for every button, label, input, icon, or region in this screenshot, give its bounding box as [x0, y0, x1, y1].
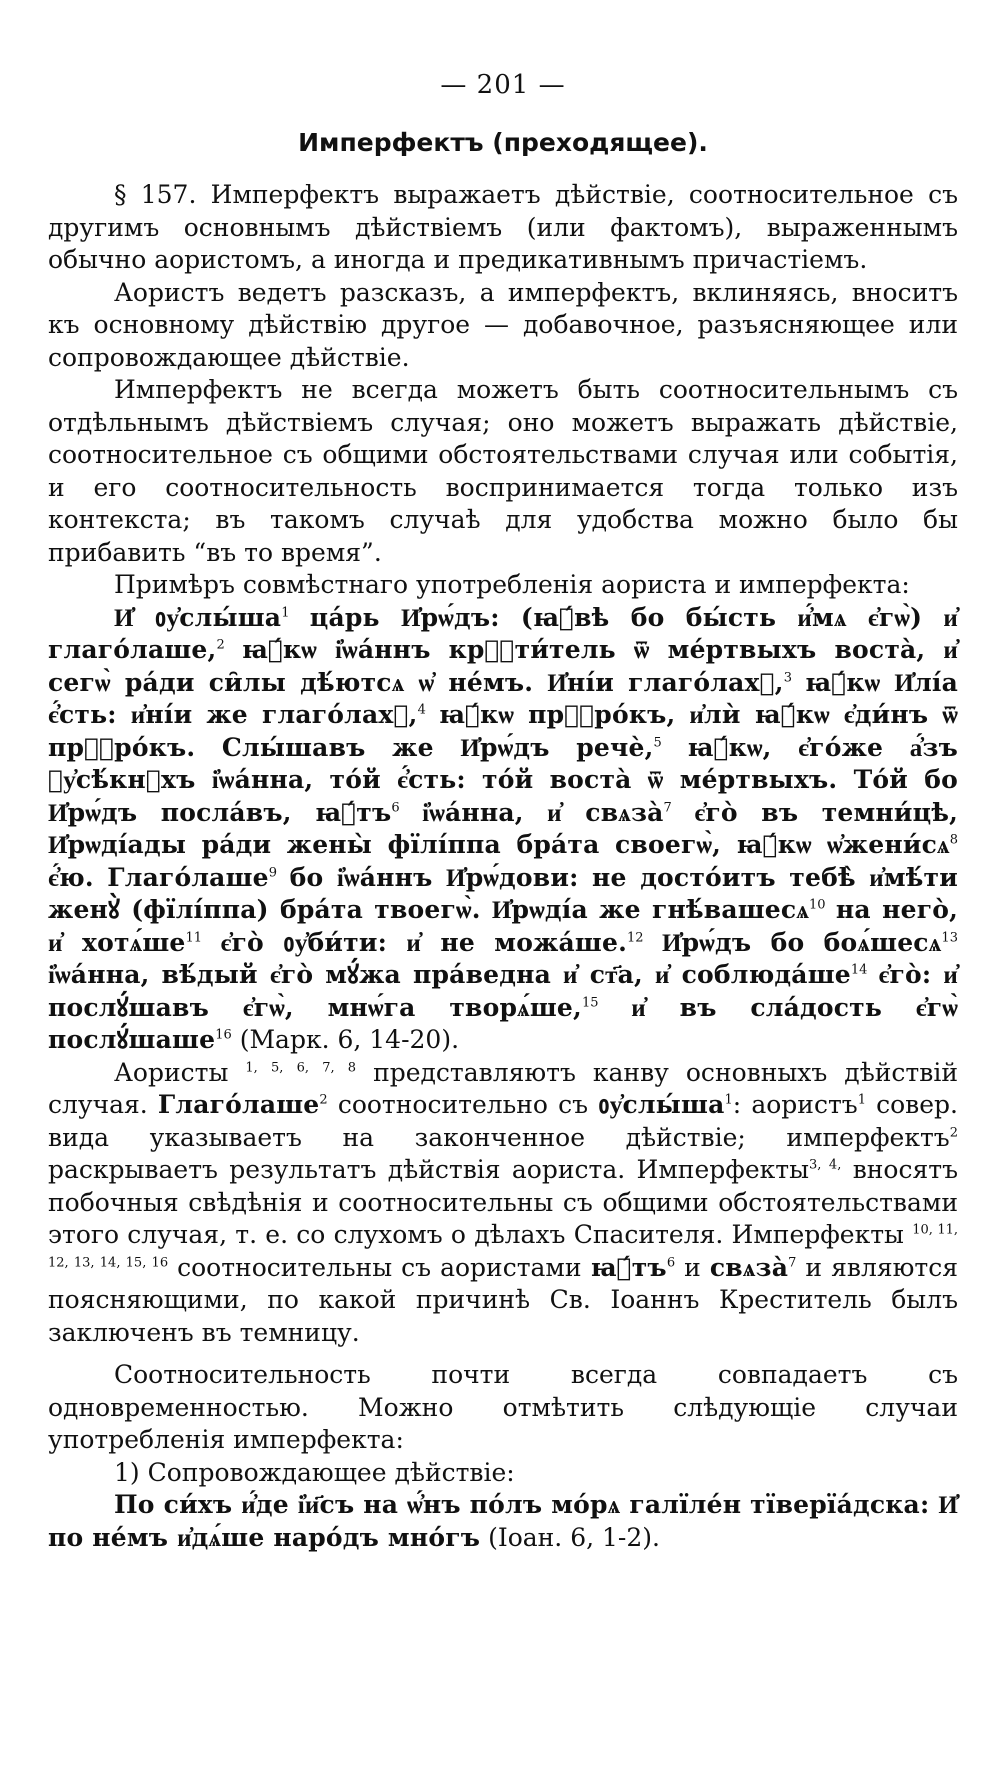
analysis-text: : аористъ [732, 1090, 858, 1119]
book-page [48, 70, 958, 1554]
analysis-text: и [684, 1252, 701, 1282]
analysis-text: совер. вида указываетъ на законченное дѣйствіе; имперфектъ [48, 1090, 958, 1152]
cs-segment: є҆го̀ ᲂу҆би́ти: и҆ не можа́ше. [220, 927, 628, 957]
paragraph-imperfect: Имперфектъ не всегда можетъ быть соотносительнымъ съ отдѣльнымъ дѣйствіемъ случая; оно можетъ выражать дѣйствіе, соотносительное съ общими обстоятельствами случая или событія, и его соотносительность воспринимается тогда только изъ контекста; въ такомъ случаѣ для удобства можно было бы прибавить “въ то время”. [48, 375, 958, 567]
cs-segment: И҆рѡ́дъ бо боѧ́шесѧ [661, 927, 942, 957]
cs-segment: ꙗ҆́кѡ прⷪ҇ро́къ, и҆лѝ ꙗ҆́кѡ є҆ди́нъ ѿ прⷪ҇ро́къ. Слы́шавъ же И҆рѡ́дъ речѐ, [48, 700, 959, 762]
example-reference: (Марк. 6, 14-20). [239, 1025, 460, 1054]
paragraph-157: § 157. Имперфектъ выражаетъ дѣйствіе, соотносительное съ другимъ основнымъ дѣйствіемъ (или фактомъ), выраженнымъ обычно аористомъ, а иногда и предикативнымъ причастіемъ. [48, 180, 958, 274]
paragraph-analysis [48, 1057, 958, 1350]
cs-segment: и҆ въ сла́дость є҆гѡ̀ послꙋ́шаше [48, 992, 958, 1054]
paragraph-aorist: Аористъ ведетъ разсказъ, а имперфектъ, вклиняясь, вноситъ къ основному дѣйствію другое — добавочное, разъясняющее или сопровождающее дѣйствіе. [48, 277, 958, 372]
church-slavonic-example: И҆ $ᲂу҆слы́ша^1$ ца́рь И҆рѡ́дъ: (ꙗ҆́вѣ бо бы́сть и҆́мѧ є҆гѡ̀) и҆ глаго́лаше,$^2$ ꙗ҆́кѡ і҆ѡа́ннъ крⷭ҇ти́тель ѿ ме́ртвыхъ воста̀, и҆ сегѡ̀ ра́ди си̑лы дѣ́ютсѧ ѡ҆ не́мъ. И҆ні́и глаго́лахꙋ,$^3$ ꙗ҆́кѡ И҆лі́а є҆́сть: и҆ні́и же глаго́лахꙋ,$^4$ ꙗ҆́кѡ прⷪ҇ро́къ, и҆лѝ ꙗ҆́кѡ є҆ди́нъ ѿ прⷪ҇ро́къ. Слы́шавъ же И҆рѡ́дъ речѐ,$^5$ ꙗ҆́кѡ, є҆го́же а҆́зъ ᲂу҆сѣ́кнꙋхъ і҆ѡа́нна, то́й є҆́сть: то́й воста̀ ѿ ме́ртвыхъ. То́й бо И҆рѡ́дъ посла́въ, $ꙗ҆́тъ^6$ і҆ѡа́нна, и҆ свѧза̀$^7$ є҆го̀ въ темни́цѣ, И҆рѡді́ады ра́ди жены̀ фїлі́ппа бра́та своегѡ̀, ꙗ҆́кѡ $ѡ҆жени́сѧ^8$ є҆́ю. Глаго́лаше$^9$ бо і҆ѡа́ннъ И҆рѡ́дови: не досто́итъ тебѣ̀ и҆мѣ́ти женꙋ̀ (фїлі́ппа) бра́та твоегѡ̀. И҆рѡді́а же гнѣ́вашесѧ$^{10}$ на него̀, и҆ $хотѧ́ше^{11}$ є҆го̀ ᲂу҆би́ти: и҆ не можа́ше.$^{12}$ И҆рѡ́дъ бо боѧ́шесѧ$^{13}$ і҆ѡа́нна, вѣ́дый є҆го̀ мꙋ́жа пра́ведна и҆ ст҃а, и҆ $соблюда́ше^{14}$ є҆го̀: и҆ послꙋ́шавъ є҆гѡ̀, мнѡ́га творѧ́ше,$^{15}$ и҆ въ сла́дость є҆гѡ̀ послꙋ́шаше$^{16}$ (Марк. 6, 14-20). [48, 602, 959, 1054]
cs-segment: і҆ѡа́нна, вѣ́дый є҆го̀ мꙋ́жа пра́ведна и҆ ст҃а, и҆ соблюда́ше [48, 960, 851, 989]
cs-segment: на него̀, и҆ хотѧ́ше [48, 895, 958, 957]
footnote-ref: 1, 5, 6, 7, 8 [245, 1060, 357, 1076]
cs-segment: є҆́ю. Глаго́лаше [48, 862, 269, 892]
cs-segment: бо і҆ѡа́ннъ И҆рѡ́дови: не досто́итъ тебѣ̀ и҆мѣ́ти женꙋ̀ (фїлі́ппа) бра́та твоегѡ̀. И҆рѡді́а же гнѣ́вашесѧ [48, 862, 958, 924]
analysis-text: представляютъ канву основныхъ дѣйствій случая. [48, 1057, 958, 1119]
analysis-text: и являются поясняющими, по какой причинѣ Св. Іоаннъ Креститель былъ заключенъ въ темницу. [48, 1252, 958, 1347]
footnote-ref: 10, 11, 12, 13, 14, 15, 16 [48, 1222, 958, 1271]
footnote-ref: 7 [788, 1255, 797, 1271]
example-2-reference: (Іоан. 6, 1-2). [488, 1522, 660, 1552]
cs-word: ᲂу҆слы́ша [598, 1090, 725, 1119]
cs-segment: і҆ѡа́нна, и҆ свѧза̀ [422, 797, 664, 827]
footnote-ref: 3, 4, [808, 1157, 842, 1173]
case-1-label: 1) Сопровождающее дѣйствіе: [114, 1457, 515, 1487]
cs-segment: ꙗ҆́кѡ і҆ѡа́ннъ крⷭ҇ти́тель ѿ ме́ртвыхъ воста̀, и҆ сегѡ̀ ра́ди си̑лы дѣ́ютсѧ ѡ҆ не́мъ. И҆ні́и глаго́лахꙋ, [48, 635, 958, 697]
cs-segment: ца́рь И҆рѡ́дъ: (ꙗ҆́вѣ бо бы́сть и҆́мѧ є҆гѡ̀) и҆ глаго́лаше, [48, 602, 959, 664]
footnote-ref: 6 [666, 1255, 676, 1271]
cs-segment: є҆го̀ въ темни́цѣ, И҆рѡді́ады ра́ди жены̀ фїлі́ппа бра́та своегѡ̀, ꙗ҆́кѡ ѡ҆жени́сѧ [48, 797, 959, 859]
cs-word: ꙗ҆́тъ [590, 1252, 667, 1282]
cs-segment: є҆го̀: и҆ послꙋ́шавъ є҆гѡ̀, мнѡ́га творѧ́ше, [48, 960, 958, 1022]
footnote-ref: 2 [319, 1092, 328, 1108]
analysis-text: соотносительно съ [337, 1090, 589, 1119]
cs-segment: И҆ ᲂу҆слы́ша [114, 602, 282, 632]
page-number: — 201 — [440, 70, 566, 100]
analysis-text: раскрываетъ результатъ дѣйствія аориста. Имперфекты [48, 1155, 809, 1184]
church-slavonic-example-2 [48, 1489, 958, 1554]
analysis-text: вносятъ побочныя свѣдѣнія и соотносительны съ общими обстоятельствами этого случая, т. е. со слухомъ о дѣлахъ Спасителя. Имперфекты [48, 1155, 958, 1249]
footnote-ref: 1 [857, 1092, 866, 1108]
example-intro: Примѣръ совмѣстнаго употребленія аориста и имперфекта: [114, 570, 910, 599]
cs-segment: ꙗ҆́кѡ, є҆го́же а҆́зъ ᲂу҆сѣ́кнꙋхъ і҆ѡа́нна, то́й є҆́сть: то́й воста̀ ѿ ме́ртвыхъ. То́й бо И҆рѡ́дъ посла́въ, ꙗ҆́тъ [48, 732, 958, 827]
cs-segment: ꙗ҆́кѡ И҆лі́а є҆́сть: и҆ні́и же глаго́лахꙋ, [48, 667, 958, 729]
analysis-text: Аористы [114, 1057, 229, 1087]
analysis-text: соотносительны съ аористами [177, 1252, 582, 1282]
cs-word: свѧза̀ [709, 1252, 789, 1282]
cs-word: Глаго́лаше [157, 1090, 320, 1119]
paragraph-simultaneity: Соотносительность почти всегда совпадаетъ съ одновременностью. Можно отмѣтить слѣдующіе случаи употребленія имперфекта: [48, 1360, 958, 1454]
footnote-ref: 1 [724, 1092, 733, 1108]
section-heading: Имперфектъ (преходящее). [298, 128, 708, 157]
footnote-ref: 2 [949, 1125, 958, 1141]
cs-segment: По си́хъ и҆́де і҆и҃съ на ѡ҆́нъ по́лъ мо́рѧ галїле́н тїверїа́дска: И҆ по не́мъ и҆дѧ́ше наро́дъ мно́гъ [48, 1490, 958, 1552]
